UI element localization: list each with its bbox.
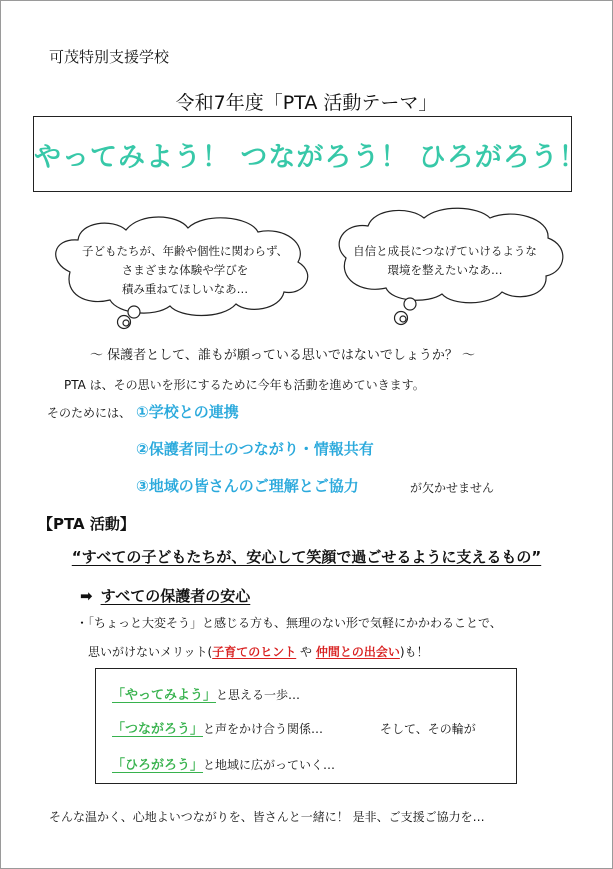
body-line-2-after: )も！: [399, 645, 429, 659]
motto-line-2: [112, 718, 323, 737]
meet-highlight: 仲間との出会い: [315, 645, 400, 659]
motto-line-1: [112, 684, 300, 703]
closing-line: そんな温かく、心地よいつながりを、皆さんと一緒に！ 是非、ご支援ご協力を…: [49, 810, 485, 824]
point-community-support: ③地域の皆さんのご理解とご協力: [136, 477, 359, 495]
motto-rest: と思える一歩…: [216, 688, 301, 702]
arrow-heading-text: すべての保護者の安心: [100, 587, 251, 605]
motto-keyword: 「ひろがろう」: [112, 758, 204, 773]
point-school-cooperation: ①学校との連携: [136, 403, 239, 421]
cloud-left-line: さまざまな体験や学びを: [121, 263, 249, 277]
cloud-right-line: 環境を整えたいなあ…: [387, 263, 503, 277]
school-name: 可茂特別支援学校: [49, 48, 170, 66]
for-that-label: そのためには、: [47, 406, 132, 420]
points-suffix: が欠かせません: [410, 481, 495, 495]
question-line: ～ 保護者として、誰もが願っている思いではないでしょうか？ ～: [90, 348, 476, 363]
theme-slogan: やってみよう！ つながろう！ ひろがろう！: [34, 142, 587, 173]
activity-heading: 【PTA 活動】: [38, 515, 135, 533]
body-line-2-middle: や: [296, 645, 316, 659]
cloud-left-line: 子どもたちが、年齢や個性に関わらず、: [81, 244, 289, 258]
right-arrow-icon: ➡: [80, 587, 93, 605]
intro-line: PTA は、その思いを形にするために今年も活動を進めていきます。: [64, 378, 425, 392]
body-line-1: ・「ちょっと大変そう」と感じる方も、無理のない形で気軽にかかわることで、: [76, 616, 502, 630]
cloud-left-text: [70, 242, 300, 299]
motto-rest: と声をかけ合う関係…: [203, 722, 324, 736]
hint-highlight: 子育てのヒント: [212, 645, 297, 659]
point-parent-connection: ②保護者同士のつながり・情報共有: [136, 440, 374, 458]
motto-keyword: 「やってみよう」: [112, 688, 217, 703]
activity-slogan: “すべての子どもたちが、安心して笑顔で過ごせるように支えるもの”: [71, 548, 542, 566]
arrow-heading: [80, 585, 250, 606]
cloud-right-line: 自信と成長につなげていけるような: [353, 244, 537, 258]
body-line-2: [88, 643, 429, 660]
cloud-left-line: 積み重ねてほしいなあ…: [121, 282, 249, 296]
motto-rest: と地域に広がっていく…: [203, 758, 336, 772]
cloud-right-text: [340, 242, 550, 280]
page-title: 令和7年度「PTA 活動テーマ」: [175, 92, 438, 114]
body-line-2-before: 思いがけないメリット(: [88, 645, 213, 659]
motto-tail: そして、その輪が: [380, 722, 476, 736]
motto-line-3: [112, 754, 335, 773]
motto-keyword: 「つながろう」: [112, 722, 204, 737]
